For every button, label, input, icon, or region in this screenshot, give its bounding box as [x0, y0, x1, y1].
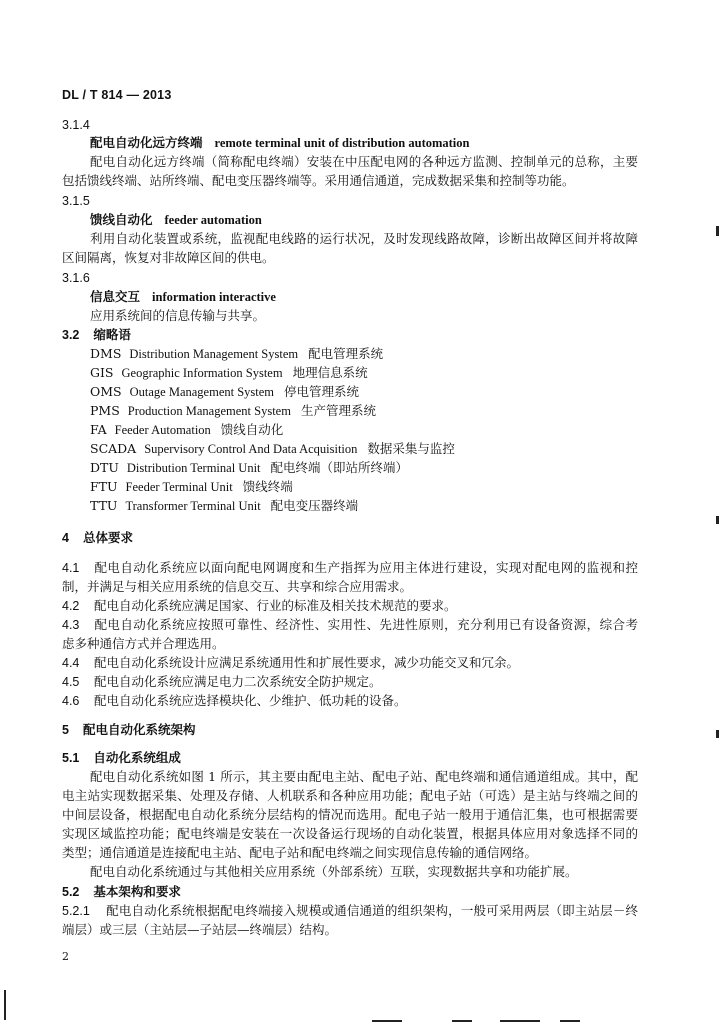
term-definition-line: 利用自动化装置或系统，监视配电线路的运行状况，及时发现线路故障，诊断出故障区间并将故障 [90, 231, 638, 246]
clause-line [62, 617, 638, 633]
term-chinese: 配电自动化远方终端 [90, 135, 203, 150]
term-definition-line: 应用系统间的信息传输与共享。 [90, 308, 266, 323]
term-heading [90, 135, 469, 151]
clause-text: 虑多种通信方式并合理选用。 [62, 636, 225, 651]
clause-text: 配电自动化系统设计应满足系统通用性和扩展性要求，减少功能交叉和冗余。 [94, 655, 520, 670]
term-number: 3.1.4 [62, 118, 90, 132]
scan-edge-mark [716, 516, 719, 524]
chapter-heading [62, 530, 133, 546]
term-english: information interactive [152, 290, 276, 304]
scan-bottom-mark [452, 1020, 472, 1022]
chapter-title: 配电自动化系统架构 [82, 722, 196, 737]
paragraph-line: 配电自动化系统如图 1 所示，其主要由配电主站、配电子站、配电终端和通信通道组成。其中，配 [90, 769, 638, 784]
term-chinese: 信息交互 [90, 289, 141, 304]
term-number: 3.1.6 [62, 271, 90, 285]
section-heading [62, 750, 181, 766]
abbreviation-row [90, 498, 358, 514]
abbreviation-chinese: 馈线终端 [242, 479, 293, 494]
section-title: 基本架构和要求 [93, 884, 181, 899]
term-number: 3.1.5 [62, 194, 90, 208]
paragraph-line: 配电自动化系统通过与其他相关应用系统（外部系统）互联，实现数据共享和功能扩展。 [90, 864, 578, 879]
scan-edge-mark [716, 226, 719, 236]
term-heading [90, 289, 276, 305]
clause-line [62, 560, 638, 576]
section-heading [62, 327, 131, 343]
scan-bottom-mark [500, 1020, 540, 1022]
paragraph-line: 实现区域监控功能；配电终端是安装在一次设备运行现场的自动化装置，根据具体应用对象选择不同的 [62, 826, 638, 841]
abbreviation-english: Distribution Terminal Unit [126, 461, 261, 475]
abbreviation-row [90, 403, 376, 419]
scan-bottom-mark [560, 1020, 580, 1022]
scan-bottom-mark [372, 1020, 402, 1022]
section-title: 缩略语 [93, 327, 131, 342]
abbreviation-english: Feeder Automation [114, 423, 211, 437]
clause-line [62, 598, 457, 614]
section-title: 自动化系统组成 [93, 750, 181, 765]
abbreviation-chinese: 配电终端（即站所终端） [270, 460, 409, 475]
clause-number: 5.2.1 [62, 904, 90, 918]
clause-number: 4.4 [62, 656, 80, 670]
abbreviation-english: Feeder Terminal Unit [125, 480, 233, 494]
clause-line [62, 674, 382, 690]
chapter-number: 4 [62, 531, 69, 545]
abbreviation-english: Production Management System [127, 404, 291, 418]
abbreviation-english: Transformer Terminal Unit [125, 499, 261, 513]
clause-text: 制，并满足与相关应用系统的信息交互、共享和综合应用需求。 [62, 579, 413, 594]
clause-line [62, 693, 407, 709]
clause-text: 配电自动化系统应选择模块化、少维护、低功耗的设备。 [94, 693, 407, 708]
abbreviation-code: PMS [90, 403, 120, 418]
standard-code-header: DL / T 814 — 2013 [62, 88, 172, 102]
term-heading [90, 212, 262, 228]
clause-number: 4.5 [62, 675, 80, 689]
clause-line [62, 655, 519, 671]
abbreviation-code: OMS [90, 384, 122, 399]
clause-line [62, 903, 638, 919]
term-definition-line: 区间隔离，恢复对非故障区间的供电。 [62, 250, 275, 265]
term-chinese: 馈线自动化 [90, 212, 153, 227]
abbreviation-chinese: 配电管理系统 [308, 346, 384, 361]
clause-text: 配电自动化系统根据配电终端接入规模或通信通道的组织架构，一般可采用两层（即主站层－终 [106, 903, 638, 918]
abbreviation-row [90, 460, 408, 476]
term-definition-line: 包括馈线终端、站所终端、配电变压器终端等。采用通信通道，完成数据采集和控制等功能。 [62, 173, 575, 188]
paragraph-line: 类型；通信通道是连接配电主站、配电子站和配电终端之间实现信息传输的通信网络。 [62, 845, 538, 860]
abbreviation-row [90, 346, 383, 362]
clause-text: 配电自动化系统应按照可靠性、经济性、实用性、先进性原则，充分利用已有设备资源，综合考 [94, 617, 638, 632]
term-definition-line: 配电自动化远方终端（简称配电终端）安装在中压配电网的各种远方监测、控制单元的总称，主要 [90, 154, 638, 169]
abbreviation-english: Distribution Management System [129, 347, 299, 361]
abbreviation-chinese: 馈线自动化 [220, 422, 284, 437]
clause-text: 配电自动化系统应满足国家、行业的标准及相关技术规范的要求。 [94, 598, 457, 613]
scan-edge-mark [716, 730, 719, 738]
abbreviation-code: FA [90, 422, 107, 437]
clause-number: 4.3 [62, 618, 80, 632]
section-heading [62, 884, 181, 900]
abbreviation-english: Geographic Information System [121, 366, 283, 380]
abbreviation-row [90, 365, 368, 381]
abbreviation-chinese: 地理信息系统 [292, 365, 368, 380]
paragraph-line: 电主站实现数据采集、处理及存储、人机联系和各种应用功能；配电子站（可选）是主站与终端之间的 [62, 788, 638, 803]
abbreviation-code: GIS [90, 365, 114, 380]
abbreviation-english: Supervisory Control And Data Acquisition [144, 442, 358, 456]
clause-number: 4.2 [62, 599, 80, 613]
clause-text: 端层）或三层（主站层—子站层—终端层）结构。 [62, 922, 338, 937]
abbreviation-chinese: 数据采集与监控 [367, 441, 455, 456]
chapter-number: 5 [62, 723, 69, 737]
term-english: feeder automation [164, 213, 262, 227]
section-number: 5.2 [62, 885, 80, 899]
abbreviation-chinese: 配电变压器终端 [270, 498, 359, 513]
abbreviation-code: DTU [90, 460, 119, 475]
paragraph-line: 中间层设备，根据配电自动化系统分层结构的情况而选用。配电子站一般用于通信汇集，也可根据需要 [62, 807, 638, 822]
abbreviation-english: Outage Management System [129, 385, 275, 399]
abbreviation-row [90, 384, 359, 400]
clause-text: 配电自动化系统应以面向配电网调度和生产指挥为应用主体进行建设，实现对配电网的监视和控 [94, 560, 638, 575]
term-english: remote terminal unit of distribution automation [214, 136, 470, 150]
abbreviation-chinese: 停电管理系统 [284, 384, 360, 399]
clause-number: 4.6 [62, 694, 80, 708]
abbreviation-row [90, 479, 293, 495]
chapter-heading [62, 722, 195, 738]
clause-number: 4.1 [62, 561, 80, 575]
section-number: 5.1 [62, 751, 80, 765]
abbreviation-code: SCADA [90, 441, 137, 456]
abbreviation-code: FTU [90, 479, 118, 494]
abbreviation-row [90, 422, 283, 438]
abbreviation-code: TTU [90, 498, 118, 513]
chapter-title: 总体要求 [82, 530, 133, 545]
scan-left-mark [4, 990, 6, 1020]
abbreviation-code: DMS [90, 346, 122, 361]
abbreviation-row [90, 441, 455, 457]
clause-text: 配电自动化系统应满足电力二次系统安全防护规定。 [94, 674, 382, 689]
abbreviation-chinese: 生产管理系统 [300, 403, 376, 418]
section-number: 3.2 [62, 328, 80, 342]
page-number: 2 [62, 950, 69, 963]
